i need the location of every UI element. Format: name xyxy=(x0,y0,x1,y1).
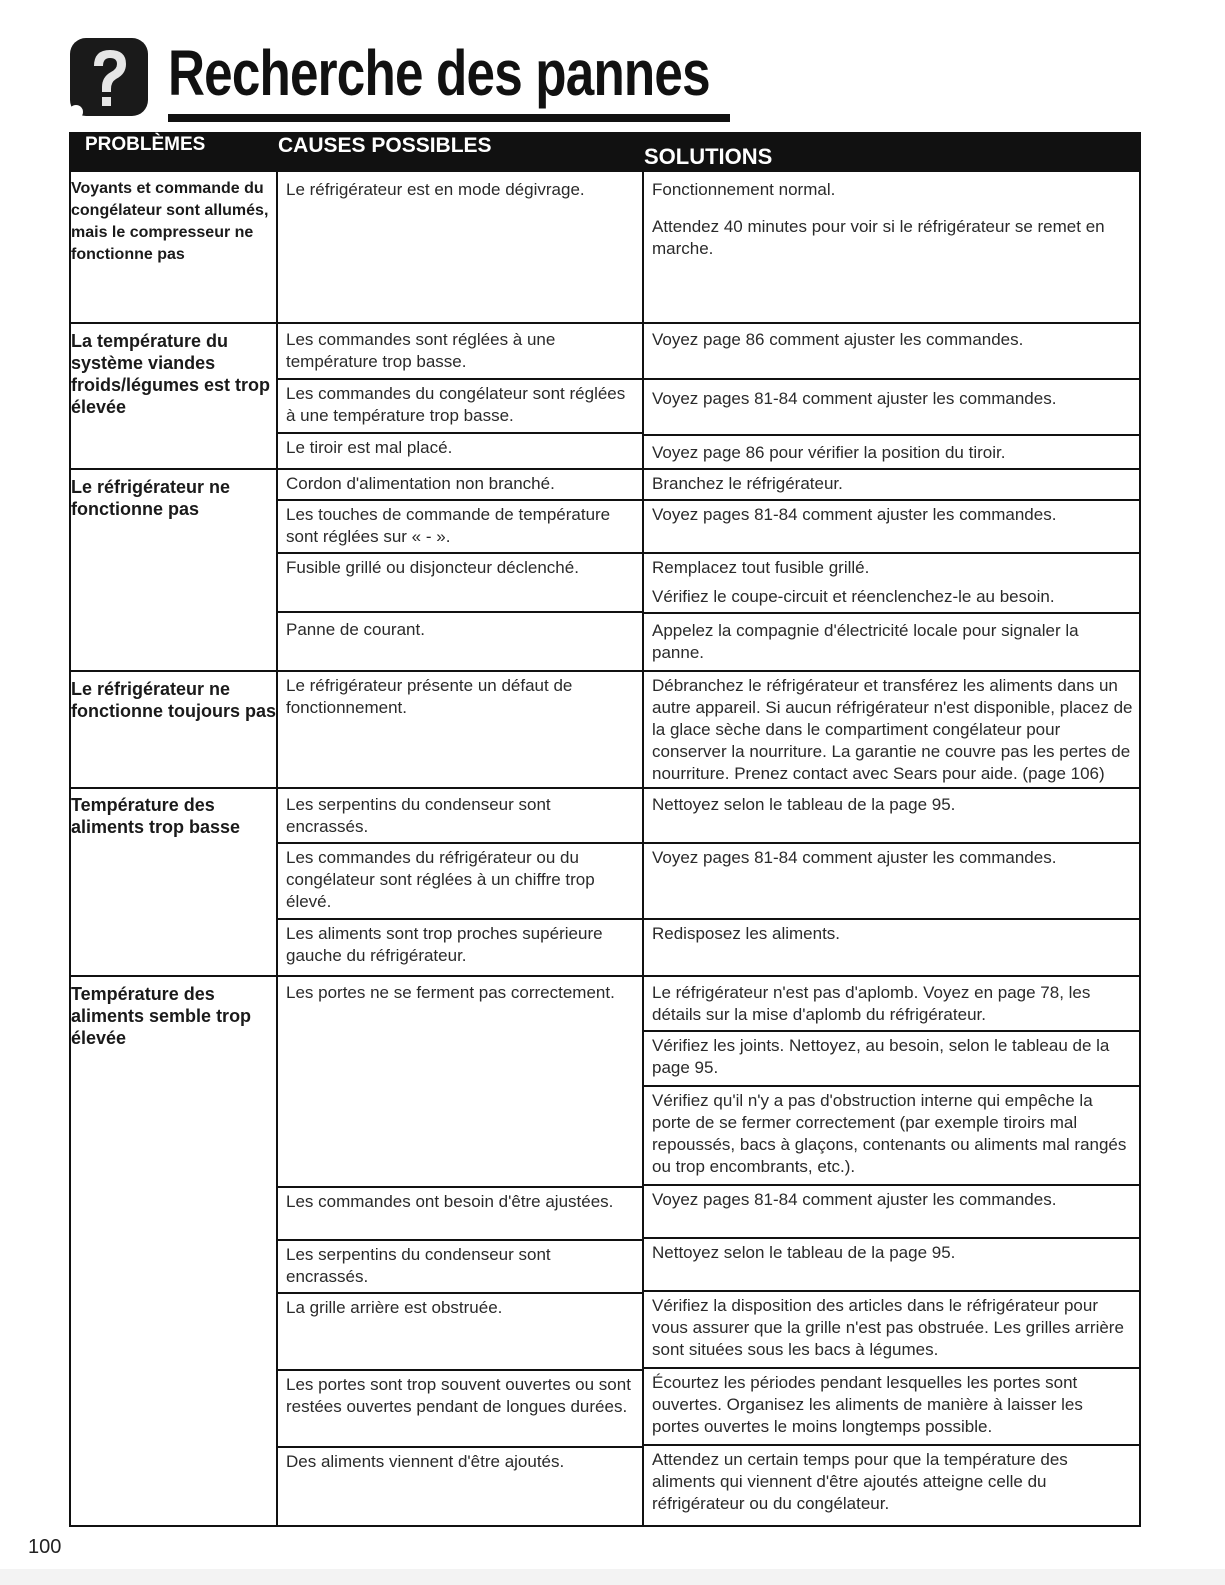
question-icon xyxy=(68,36,150,118)
cause-item: Panne de courant. xyxy=(286,620,425,639)
solutions-cell xyxy=(643,976,1140,1526)
cause-item: Le réfrigérateur présente un défaut de fonctionnement. xyxy=(286,676,573,717)
solution-item: Vérifiez la disposition des articles dans le réfrigérateur pour vous assurer que la grille n'est pas obstruée. Les grilles arrière sont situées sous les bacs à légumes. xyxy=(644,1292,1139,1369)
solutions-cell xyxy=(643,671,1140,788)
solution-item: Redisposez les aliments. xyxy=(652,924,841,943)
cause-item: Les serpentins du condenseur sont encrassés. xyxy=(278,1241,642,1294)
cause-item: Les commandes ont besoin d'être ajustées. xyxy=(278,1188,642,1241)
cause-item: Les aliments sont trop proches supérieure gauche du réfrigérateur. xyxy=(286,924,603,965)
title-underline xyxy=(168,114,730,122)
solutions-cell xyxy=(643,323,1140,469)
solution-item: Vérifiez qu'il n'y a pas d'obstruction interne qui empêche la porte de se fermer correctement (par exemple tiroirs mal repoussés, bacs à glaçons, contenants ou aliments mal rangés ou trop encombrants, etc.). xyxy=(644,1087,1139,1186)
page-number: 100 xyxy=(28,1536,62,1558)
solution-item: Débranchez le réfrigérateur et transférez les aliments dans un autre appareil. Si aucun réfrigérateur n'est disponible, placez de la glace sèche dans le compartiment congélateur pour conserver la nourriture. La garantie ne couvre pas les pertes de nourriture. Prenez contact avec Sears pour aide. (page 106) xyxy=(652,676,1133,783)
solution-item: Voyez page 86 comment ajuster les commandes. xyxy=(644,324,1139,380)
solution-item: Voyez pages 81-84 comment ajuster les commandes. xyxy=(644,844,1139,920)
cause-item: Les commandes du congélateur sont réglées à une température trop basse. xyxy=(278,380,642,434)
solution-item: Vérifiez les joints. Nettoyez, au besoin, selon le tableau de la page 95. xyxy=(644,1032,1139,1087)
page-header xyxy=(68,36,710,126)
table-row xyxy=(70,323,1140,469)
cause-item: Les serpentins du condenseur sont encrassés. xyxy=(278,789,642,844)
solution-item: Fonctionnement normal. xyxy=(652,180,836,199)
problem-cell: Température des aliments semble trop élevée xyxy=(70,976,277,1526)
header-solutions: SOLUTIONS xyxy=(643,133,1140,171)
cause-item: Les portes ne se ferment pas correctement. xyxy=(278,977,642,1188)
page-title: Recherche des pannes xyxy=(168,37,710,109)
header-causes: CAUSES POSSIBLES xyxy=(277,133,643,171)
solution-item: Voyez pages 81-84 comment ajuster les commandes. xyxy=(644,501,1139,554)
cause-item: Cordon d'alimentation non branché. xyxy=(278,470,642,501)
solution-item: Nettoyez selon le tableau de la page 95. xyxy=(644,789,1139,844)
solution-item: Attendez 40 minutes pour voir si le réfrigérateur se remet en marche. xyxy=(652,217,1105,258)
causes-cell xyxy=(277,469,643,671)
solutions-cell xyxy=(643,469,1140,671)
table-row xyxy=(70,671,1140,788)
solution-item: Attendez un certain temps pour que la température des aliments qui viennent d'être ajoutés atteigne celle du réfrigérateur ou du congélateur. xyxy=(652,1450,1068,1513)
table-row xyxy=(70,171,1140,323)
problem-cell: Le réfrigérateur ne fonctionne toujours pas xyxy=(70,671,277,788)
causes-cell xyxy=(277,171,643,323)
solution-item: Remplacez tout fusible grillé. xyxy=(652,558,870,577)
solution-item: Le réfrigérateur n'est pas d'aplomb. Voyez en page 78, les détails sur la mise d'aplomb du réfrigérateur. xyxy=(644,977,1139,1032)
troubleshooting-table xyxy=(69,132,1141,1527)
cause-item: Le tiroir est mal placé. xyxy=(286,438,453,457)
cause-item: Des aliments viennent d'être ajoutés. xyxy=(286,1452,565,1471)
problem-cell: Voyants et commande du congélateur sont allumés, mais le compresseur ne fonctionne pas xyxy=(70,171,277,323)
table-row xyxy=(70,469,1140,671)
footer-strip xyxy=(0,1569,1225,1585)
header-problems: PROBLÈMES xyxy=(70,133,277,171)
problem-cell: La température du système viandes froids/légumes est trop élevée xyxy=(70,323,277,469)
cause-item: Les touches de commande de température sont réglées sur « - ». xyxy=(278,501,642,554)
solution-item: Voyez pages 81-84 comment ajuster les commandes. xyxy=(644,1186,1139,1239)
solution-item: Voyez pages 81-84 comment ajuster les commandes. xyxy=(644,380,1139,436)
solution-item: Nettoyez selon le tableau de la page 95. xyxy=(644,1239,1139,1292)
solution-item: Écourtez les périodes pendant lesquelles les portes sont ouvertes. Organisez les aliments de manière à laisser les portes ouvertes le moins longtemps possible. xyxy=(644,1369,1139,1446)
table-header-row xyxy=(70,133,1140,171)
solution-item: Appelez la compagnie d'électricité locale pour signaler la panne. xyxy=(652,621,1079,662)
causes-cell xyxy=(277,323,643,469)
table-row xyxy=(70,788,1140,976)
causes-cell xyxy=(277,788,643,976)
table-row xyxy=(70,976,1140,1526)
causes-cell xyxy=(277,976,643,1526)
cause-item: Les commandes du réfrigérateur ou du congélateur sont réglées à un chiffre trop élevé. xyxy=(278,844,642,920)
solutions-cell xyxy=(643,171,1140,323)
cause-item: Le réfrigérateur est en mode dégivrage. xyxy=(286,180,585,199)
cause-item: Les commandes sont réglées à une température trop basse. xyxy=(278,324,642,380)
solution-item: Branchez le réfrigérateur. xyxy=(644,470,1139,501)
cause-item: La grille arrière est obstruée. xyxy=(278,1294,642,1371)
causes-cell xyxy=(277,671,643,788)
solution-item: Vérifiez le coupe-circuit et réenclenchez-le au besoin. xyxy=(644,583,1139,614)
solutions-cell xyxy=(643,788,1140,976)
cause-item: Fusible grillé ou disjoncteur déclenché. xyxy=(278,554,642,613)
problem-cell: Température des aliments trop basse xyxy=(70,788,277,976)
problem-cell: Le réfrigérateur ne fonctionne pas xyxy=(70,469,277,671)
solution-item: Voyez page 86 pour vérifier la position du tiroir. xyxy=(652,443,1006,462)
cause-item: Les portes sont trop souvent ouvertes ou sont restées ouvertes pendant de longues durées. xyxy=(278,1371,642,1448)
